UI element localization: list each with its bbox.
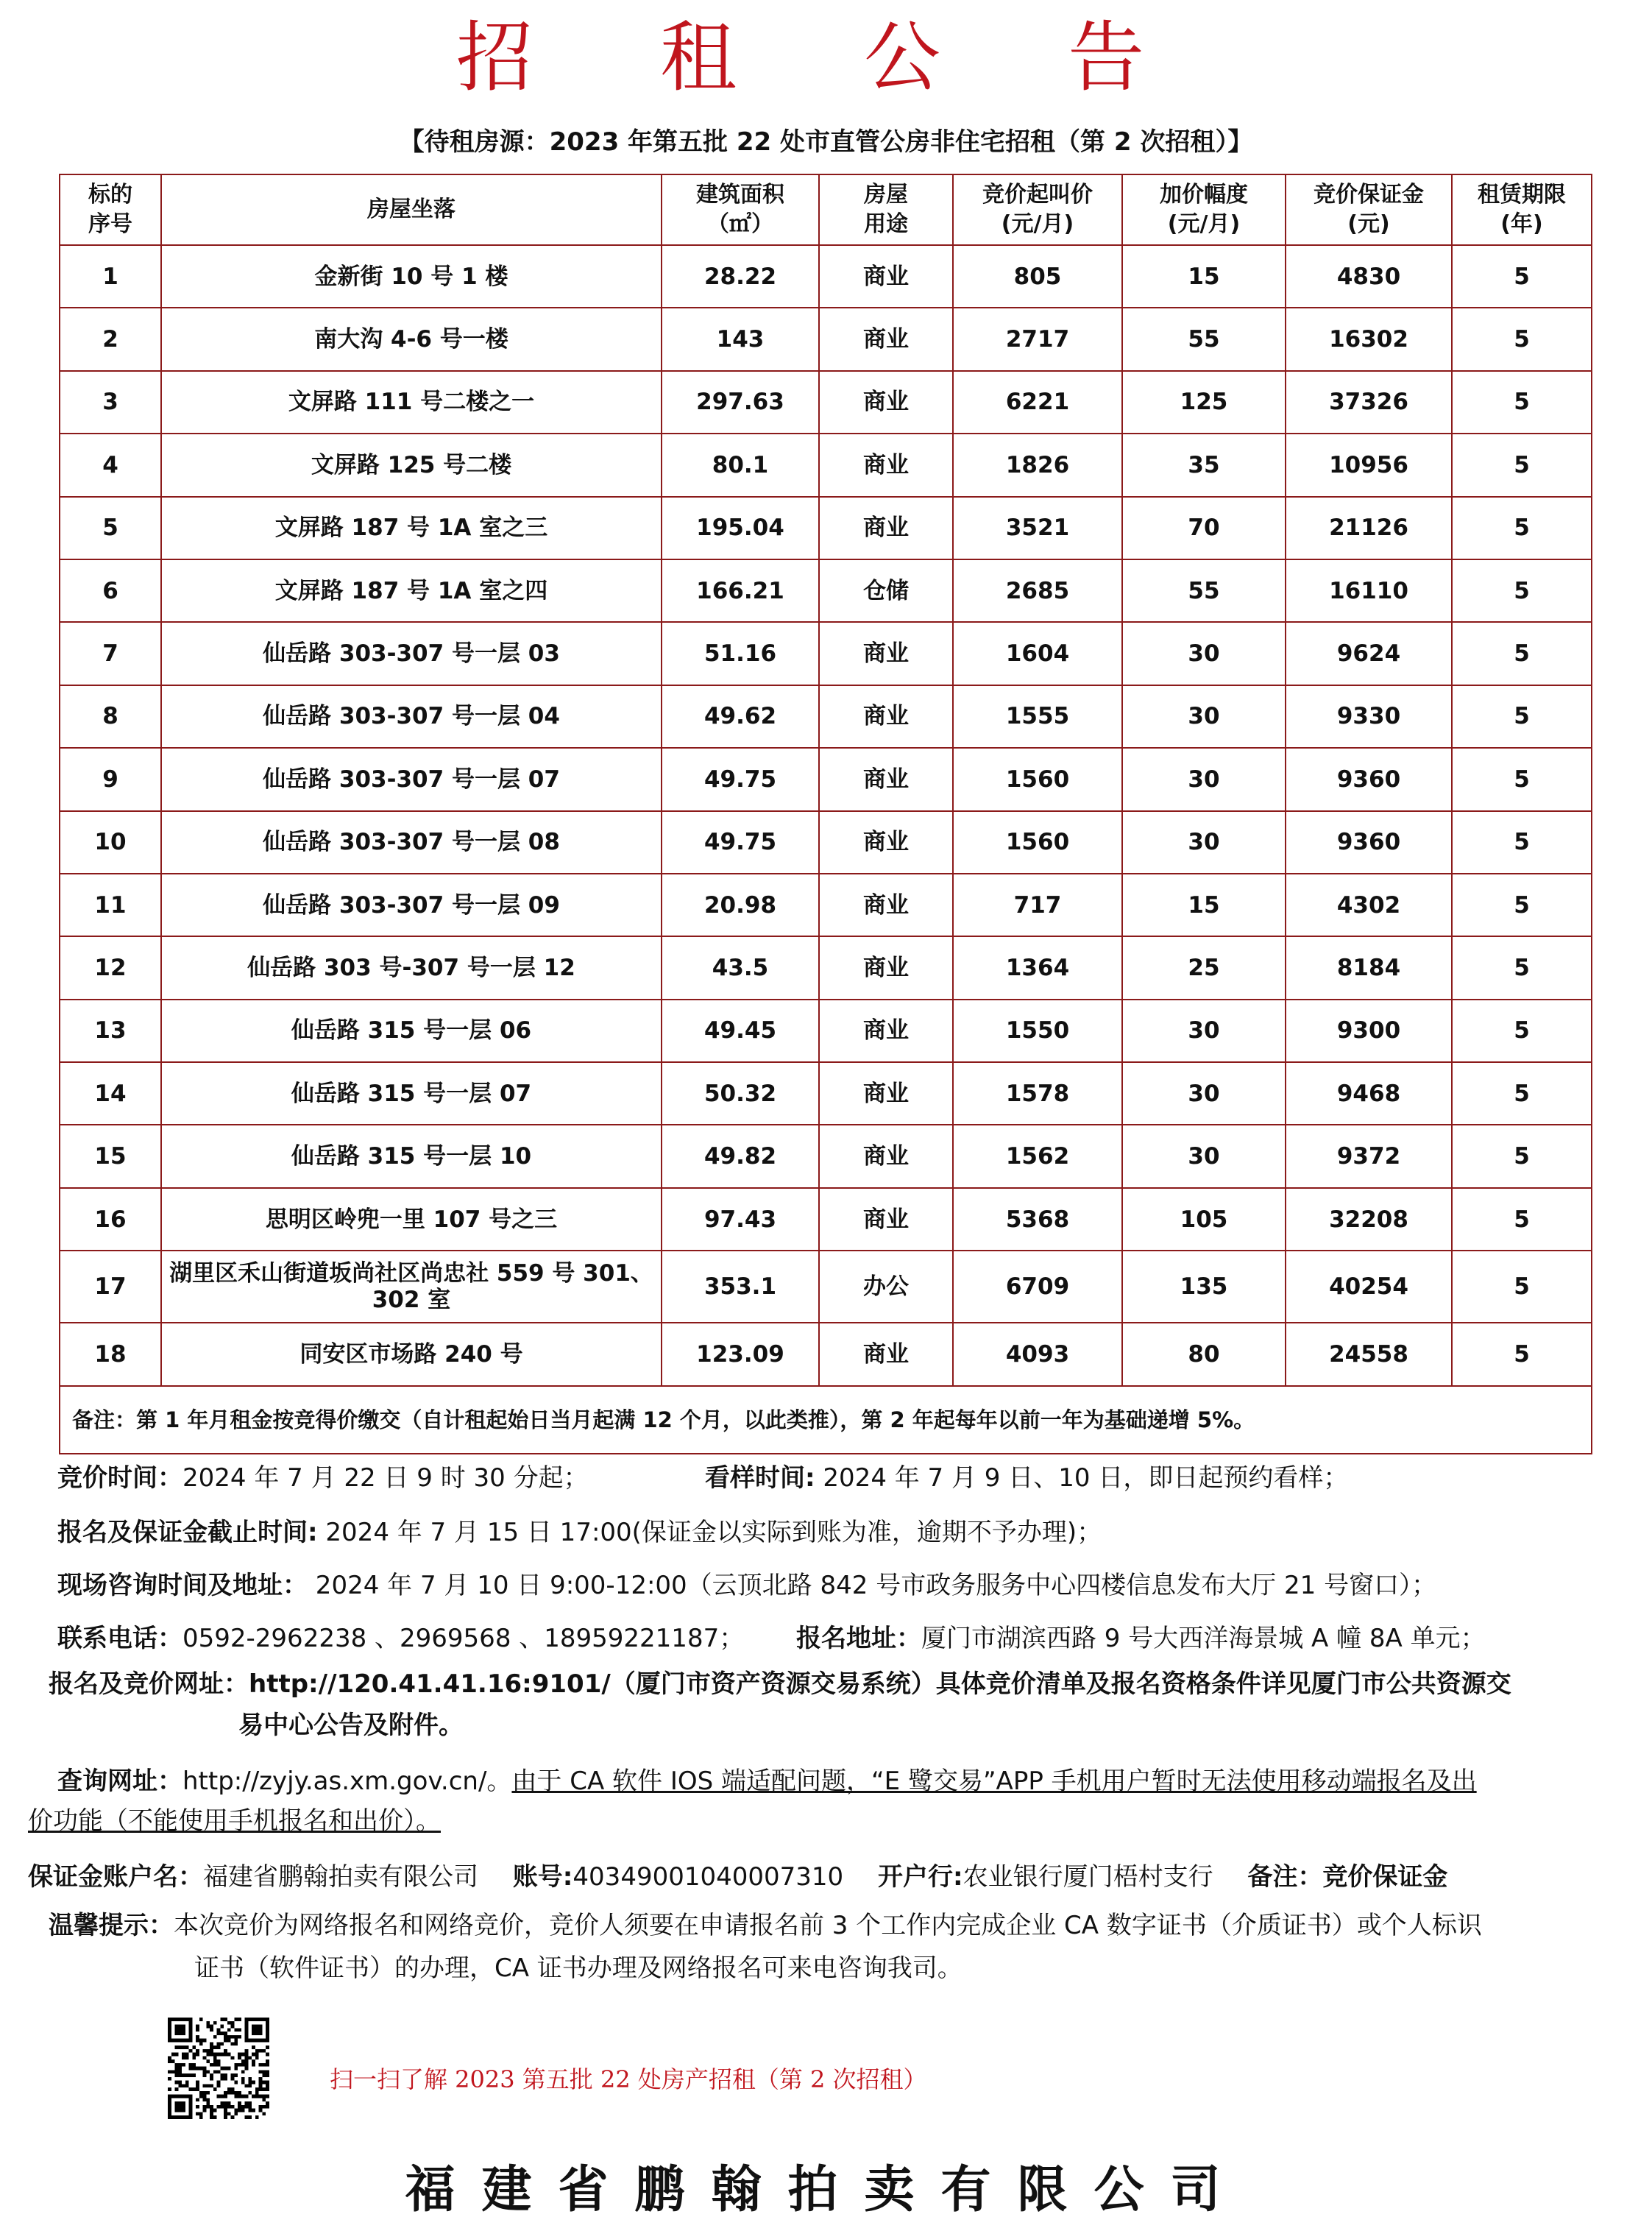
table-cell: 13 (60, 1000, 161, 1062)
auction-time-line (57, 1459, 589, 1497)
table-cell: 195.04 (662, 497, 819, 559)
table-cell: 30 (1122, 622, 1286, 685)
table-cell: 15 (1122, 874, 1286, 936)
site-text-2: 易中心公告及附件。 (238, 1711, 464, 1740)
table-note-row (60, 1386, 1592, 1454)
table-cell: 16 (60, 1188, 161, 1251)
table-cell: 50.32 (662, 1062, 819, 1125)
table-cell: 80 (1122, 1323, 1286, 1385)
table-cell: 166.21 (662, 559, 819, 622)
table-row (60, 308, 1592, 370)
table-cell: 55 (1122, 308, 1286, 370)
viewing-time-line (705, 1459, 1348, 1497)
tip-line-2 (194, 1949, 963, 1987)
table-cell: 9360 (1286, 811, 1452, 874)
table-cell: 105 (1122, 1188, 1286, 1251)
table-cell: 2 (60, 308, 161, 370)
table-cell: 16110 (1286, 559, 1452, 622)
table-cell: 2717 (953, 308, 1122, 370)
tip-text-1: 本次竞价为网络报名和网络竞价，竞价人须要在申请报名前 3 个工作内完成企业 CA 数字证书（介质证书）或个人标识 (174, 1911, 1482, 1940)
table-cell: 9372 (1286, 1125, 1452, 1187)
table-cell: 6221 (953, 371, 1122, 434)
table-cell: 49.45 (662, 1000, 819, 1062)
table-cell: 1826 (953, 434, 1122, 496)
table-cell: 5 (1452, 245, 1592, 308)
table-cell: 9300 (1286, 1000, 1452, 1062)
table-cell: 28.22 (662, 245, 819, 308)
table-cell: 9330 (1286, 685, 1452, 748)
table-cell: 1555 (953, 685, 1122, 748)
table-cell: 1550 (953, 1000, 1122, 1062)
table-cell: 3 (60, 371, 161, 434)
tip-text-2: 证书（软件证书）的办理，CA 证书办理及网络报名可来电咨询我司。 (194, 1954, 963, 1983)
table-cell: 仙岳路 315 号一层 10 (161, 1125, 662, 1187)
table-cell: 1 (60, 245, 161, 308)
table-cell: 5 (1452, 1323, 1592, 1385)
account-line (28, 1858, 1447, 1896)
table-cell: 297.63 (662, 371, 819, 434)
table-cell: 办公 (819, 1251, 953, 1323)
table-cell: 49.75 (662, 748, 819, 810)
table-cell: 5 (1452, 1251, 1592, 1323)
table-cell: 湖里区禾山街道坂尚社区尚忠社 559 号 301、 302 室 (161, 1251, 662, 1323)
table-cell: 5 (1452, 811, 1592, 874)
site-text-1: 报名及竞价网址：http://120.41.41.16:9101/（厦门市资产资源交易系统）具体竞价清单及报名资格条件详见厦门市公共资源交 (49, 1669, 1511, 1699)
query-line-2 (28, 1802, 441, 1840)
table-cell: 125 (1122, 371, 1286, 434)
table-header-cell: 加价幅度 (元/月) (1122, 174, 1286, 245)
table-cell: 2685 (953, 559, 1122, 622)
table-cell: 70 (1122, 497, 1286, 559)
table-cell: 805 (953, 245, 1122, 308)
phone-value: 0592-2962238 、2969568 、18959221187； (182, 1624, 745, 1653)
table-cell: 商业 (819, 434, 953, 496)
deadline-line (57, 1513, 1102, 1552)
table-cell: 商业 (819, 497, 953, 559)
table-cell: 9468 (1286, 1062, 1452, 1125)
table-cell: 9624 (1286, 622, 1452, 685)
table-cell: 30 (1122, 1125, 1286, 1187)
table-cell: 商业 (819, 622, 953, 685)
table-row (60, 685, 1592, 748)
table-cell: 5 (1452, 1125, 1592, 1187)
table-row (60, 497, 1592, 559)
table-cell: 30 (1122, 748, 1286, 810)
table-row (60, 245, 1592, 308)
table-cell: 商业 (819, 308, 953, 370)
table-cell: 商业 (819, 811, 953, 874)
table-cell: 5 (60, 497, 161, 559)
table-cell: 11 (60, 874, 161, 936)
table-cell: 30 (1122, 1062, 1286, 1125)
table-header-cell: 房屋 用途 (819, 174, 953, 245)
table-cell: 1560 (953, 811, 1122, 874)
table-cell: 15 (1122, 245, 1286, 308)
table-cell: 8 (60, 685, 161, 748)
table-cell: 商业 (819, 685, 953, 748)
table-cell: 80.1 (662, 434, 819, 496)
deadline-value: 2024 年 7 月 15 日 17:00(保证金以实际到账为准，逾期不予办理)； (317, 1518, 1102, 1547)
table-body (60, 245, 1592, 1386)
table-row (60, 1251, 1592, 1323)
table-cell: 49.75 (662, 811, 819, 874)
listing-table (59, 174, 1592, 1454)
table-row (60, 1188, 1592, 1251)
reg-address-value: 厦门市湖滨西路 9 号大西洋海景城 A 幢 8A 单元； (921, 1624, 1486, 1653)
table-cell: 商业 (819, 936, 953, 999)
auction-time-value: 2024 年 7 月 22 日 9 时 30 分起； (182, 1463, 589, 1493)
listing-subtitle: 【待租房源：2023 年第五批 22 处市直管公房非住宅招租（第 2 次招租）】 (399, 127, 1253, 157)
table-header-cell: 标的 序号 (60, 174, 161, 245)
table-cell: 5368 (953, 1188, 1122, 1251)
table-cell: 商业 (819, 1323, 953, 1385)
table-cell: 商业 (819, 371, 953, 434)
account-no-value: 403490010400073​10 (572, 1862, 844, 1892)
table-cell: 8184 (1286, 936, 1452, 999)
table-cell: 5 (1452, 622, 1592, 685)
table-cell: 商业 (819, 748, 953, 810)
table-cell: 仙岳路 315 号一层 07 (161, 1062, 662, 1125)
table-cell: 6 (60, 559, 161, 622)
query-url-link[interactable]: http://zyjy.as.xm.gov.cn/。 (182, 1767, 512, 1796)
table-note: 备注：第 1 年月租金按竞得价缴交（自计租起始日当月起满 12 个月，以此类推），第 2 年起每年以前一年为基础递增 5%。 (60, 1386, 1592, 1454)
bank-value: 农业银行厦门梧村支行 (963, 1862, 1213, 1892)
table-row (60, 1062, 1592, 1125)
reg-address-line (796, 1619, 1486, 1658)
table-cell: 10 (60, 811, 161, 874)
deadline-label: 报名及保证金截止时间: (57, 1518, 318, 1547)
table-cell: 24558 (1286, 1323, 1452, 1385)
table-cell: 5 (1452, 559, 1592, 622)
table-header-cell: 房屋坐落 (161, 174, 662, 245)
table-cell: 1562 (953, 1125, 1122, 1187)
table-cell: 商业 (819, 1125, 953, 1187)
table-cell: 5 (1452, 371, 1592, 434)
table-cell: 4 (60, 434, 161, 496)
remark-label: 备注：竞价保证金 (1247, 1862, 1448, 1892)
table-cell: 4830 (1286, 245, 1452, 308)
table-cell: 30 (1122, 685, 1286, 748)
viewing-time-value: 2024 年 7 月 9 日、10 日，即日起预约看样； (815, 1463, 1349, 1493)
table-cell: 21126 (1286, 497, 1452, 559)
consult-line (57, 1566, 1436, 1605)
table-row (60, 874, 1592, 936)
table-cell: 18 (60, 1323, 161, 1385)
table-cell: 15 (60, 1125, 161, 1187)
table-cell: 7 (60, 622, 161, 685)
table-cell: 商业 (819, 1062, 953, 1125)
table-cell: 20.98 (662, 874, 819, 936)
table-cell: 商业 (819, 1000, 953, 1062)
table-cell: 55 (1122, 559, 1286, 622)
table-header-cell: 竞价起叫价 (元/月) (953, 174, 1122, 245)
table-cell: 49.82 (662, 1125, 819, 1187)
reg-address-label: 报名地址： (796, 1624, 921, 1653)
table-cell: 1604 (953, 622, 1122, 685)
table-row (60, 371, 1592, 434)
table-row (60, 936, 1592, 999)
table-cell: 17 (60, 1251, 161, 1323)
auction-time-label: 竞价时间： (57, 1463, 182, 1493)
table-cell: 3521 (953, 497, 1122, 559)
table-cell: 5 (1452, 936, 1592, 999)
table-row (60, 622, 1592, 685)
table-cell: 仙岳路 303-307 号一层 04 (161, 685, 662, 748)
company-footer: 福建省鹏翰拍卖有限公司 (405, 2160, 1247, 2219)
table-cell: 40254 (1286, 1251, 1452, 1323)
table-row (60, 1000, 1592, 1062)
table-cell: 1578 (953, 1062, 1122, 1125)
table-header-cell: 建筑面积 （㎡） (662, 174, 819, 245)
table-cell: 文屏路 111 号二楼之一 (161, 371, 662, 434)
tip-line-1 (49, 1906, 1482, 1945)
site-line-1 (49, 1665, 1511, 1703)
query-label: 查询网址： (57, 1767, 182, 1796)
table-cell: 143 (662, 308, 819, 370)
table-cell: 5 (1452, 1188, 1592, 1251)
table-cell: 353.1 (662, 1251, 819, 1323)
table-cell: 30 (1122, 811, 1286, 874)
query-notice-1: 由于 CA 软件 IOS 端适配问题，“E 鹭交易”APP 手机用户暂时无法使用移动端报名及出 (511, 1767, 1477, 1796)
table-cell: 仙岳路 303-307 号一层 07 (161, 748, 662, 810)
table-cell: 仙岳路 315 号一层 06 (161, 1000, 662, 1062)
table-row (60, 811, 1592, 874)
table-cell: 5 (1452, 874, 1592, 936)
table-cell: 5 (1452, 497, 1592, 559)
table-cell: 37326 (1286, 371, 1452, 434)
table-cell: 135 (1122, 1251, 1286, 1323)
phone-line (57, 1619, 744, 1658)
table-cell: 仙岳路 303 号-307 号一层 12 (161, 936, 662, 999)
bank-label: 开户行: (877, 1862, 963, 1892)
table-cell: 123.09 (662, 1323, 819, 1385)
qr-caption: 扫一扫了解 2023 第五批 22 处房产招租（第 2 次招租） (330, 2065, 927, 2093)
table-cell: 43.5 (662, 936, 819, 999)
qr-code-icon[interactable] (168, 2015, 269, 2122)
site-line-2 (238, 1706, 464, 1744)
consult-label: 现场咨询时间及地址： (57, 1571, 308, 1600)
table-cell: 仙岳路 303-307 号一层 09 (161, 874, 662, 936)
tip-label: 温馨提示： (49, 1911, 174, 1940)
table-cell: 思明区岭兜一里 107 号之三 (161, 1188, 662, 1251)
query-notice-2: 价功能（不能使用手机报名和出价）。 (28, 1806, 441, 1836)
table-cell: 30 (1122, 1000, 1286, 1062)
table-cell: 14 (60, 1062, 161, 1125)
page-title: 招 租 公 告 (455, 13, 1197, 102)
table-cell: 9 (60, 748, 161, 810)
consult-value: 2024 年 7 月 10 日 9:00-12:00（云顶北路 842 号市政务服务中心四楼信息发布大厅 21 号窗口）； (308, 1571, 1437, 1600)
table-header-cell: 竞价保证金 (元) (1286, 174, 1452, 245)
table-row (60, 1125, 1592, 1187)
query-line (57, 1762, 1477, 1800)
phone-label: 联系电话： (57, 1624, 182, 1653)
table-cell: 金新街 10 号 1 楼 (161, 245, 662, 308)
listing-table-container (59, 174, 1591, 1454)
account-name-value: 福建省鹏翰拍卖有限公司 (203, 1862, 478, 1892)
table-cell: 文屏路 187 号 1A 室之三 (161, 497, 662, 559)
table-cell: 6709 (953, 1251, 1122, 1323)
table-cell: 97.43 (662, 1188, 819, 1251)
table-cell: 5 (1452, 308, 1592, 370)
table-row (60, 1323, 1592, 1385)
table-cell: 5 (1452, 1000, 1592, 1062)
account-no-label: 账号: (512, 1862, 573, 1892)
table-cell: 5 (1452, 685, 1592, 748)
table-cell: 4302 (1286, 874, 1452, 936)
table-cell: 12 (60, 936, 161, 999)
table-header-row (60, 174, 1592, 245)
table-cell: 仓储 (819, 559, 953, 622)
table-cell: 717 (953, 874, 1122, 936)
account-name-label: 保证金账户名： (28, 1862, 203, 1892)
table-cell: 南大沟 4-6 号一楼 (161, 308, 662, 370)
table-cell: 10956 (1286, 434, 1452, 496)
table-cell: 文屏路 187 号 1A 室之四 (161, 559, 662, 622)
table-cell: 商业 (819, 1188, 953, 1251)
table-cell: 49.62 (662, 685, 819, 748)
table-row (60, 748, 1592, 810)
table-row (60, 434, 1592, 496)
table-cell: 1560 (953, 748, 1122, 810)
table-cell: 1364 (953, 936, 1122, 999)
table-cell: 仙岳路 303-307 号一层 08 (161, 811, 662, 874)
table-cell: 4093 (953, 1323, 1122, 1385)
table-row (60, 559, 1592, 622)
table-cell: 35 (1122, 434, 1286, 496)
table-cell: 32208 (1286, 1188, 1452, 1251)
table-cell: 商业 (819, 874, 953, 936)
table-cell: 51.16 (662, 622, 819, 685)
table-header-cell: 租赁期限 (年) (1452, 174, 1592, 245)
table-cell: 商业 (819, 245, 953, 308)
viewing-time-label: 看样时间: (705, 1463, 815, 1493)
table-cell: 文屏路 125 号二楼 (161, 434, 662, 496)
table-cell: 仙岳路 303-307 号一层 03 (161, 622, 662, 685)
table-cell: 16302 (1286, 308, 1452, 370)
table-cell: 25 (1122, 936, 1286, 999)
table-cell: 5 (1452, 434, 1592, 496)
table-cell: 5 (1452, 748, 1592, 810)
table-cell: 9360 (1286, 748, 1452, 810)
table-cell: 同安区市场路 240 号 (161, 1323, 662, 1385)
table-cell: 5 (1452, 1062, 1592, 1125)
